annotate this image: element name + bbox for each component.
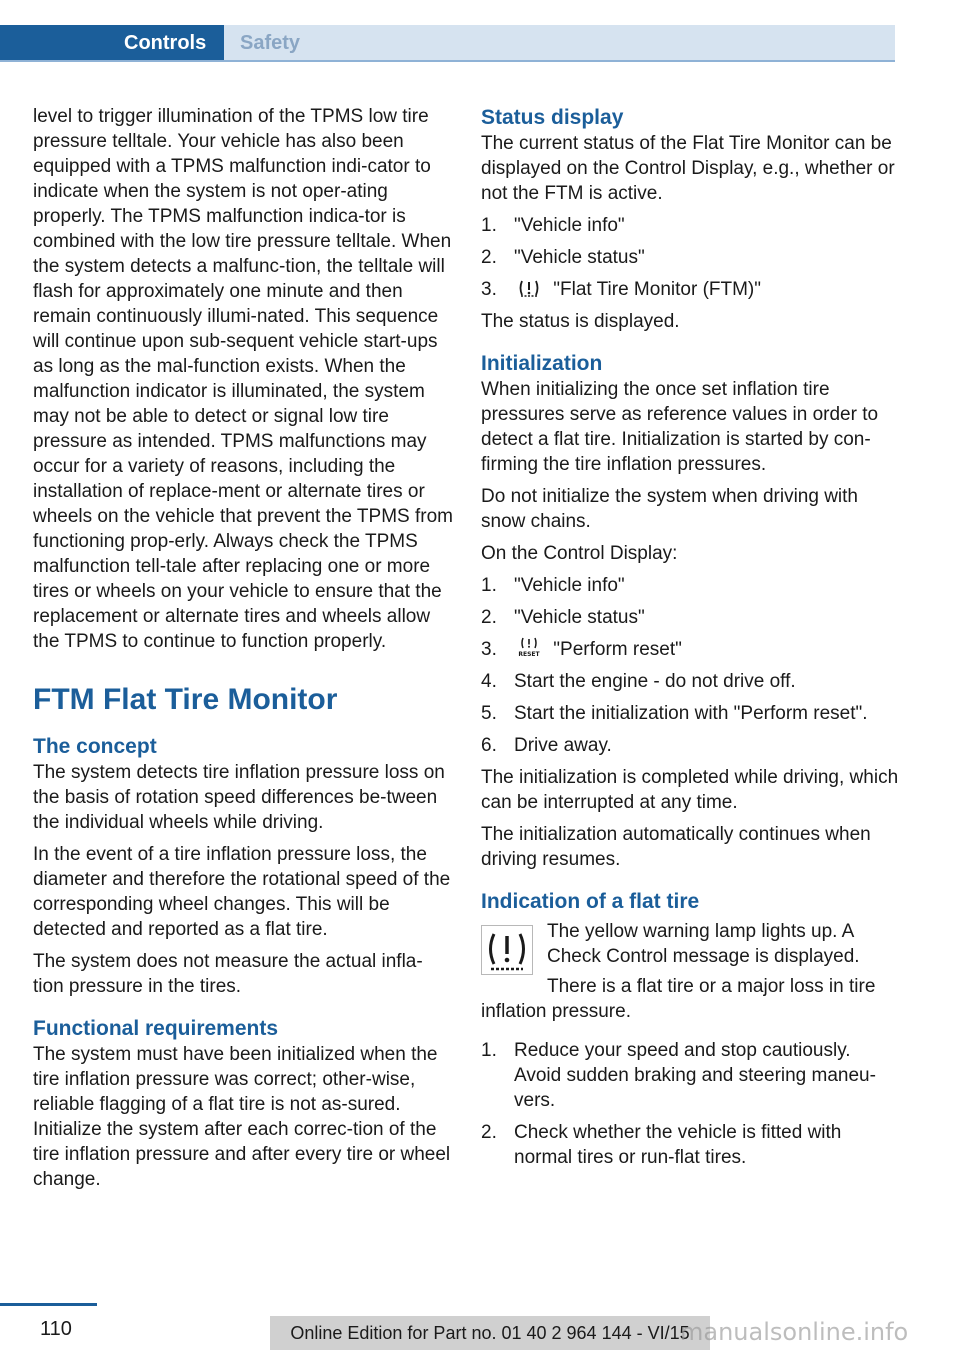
concept-paragraph-3: The system does not measure the actual infla‐tion pressure in the tires. (33, 951, 423, 997)
status-displayed-text: The status is displayed. (481, 311, 680, 332)
flat-tire-warning-lamp-icon (481, 925, 533, 975)
step-text: "Vehicle info" (514, 575, 625, 596)
list-item (481, 669, 899, 694)
step-number: 3. (481, 639, 497, 660)
flat-tire-paragraph-2: There is a flat tire or a major loss in tire inflation pressure. (481, 976, 876, 1022)
concept-paragraph-1: The system detects tire inflation pressure loss on the basis of rotation speed differences be‐tween the individual wheels while driving. (33, 762, 445, 833)
status-display-heading: Status display (481, 106, 624, 129)
tab-controls[interactable]: Controls (0, 25, 224, 61)
initialization-paragraph-2: Do not initialize the system when driving with snow chains. (481, 486, 859, 532)
step-text: "Perform reset" (553, 639, 682, 660)
status-display-paragraph: The current status of the Flat Tire Monitor can be displayed on the Control Display, e.g., whether or not the FTM is active. (481, 133, 895, 204)
step-number: 5. (481, 703, 497, 724)
initialization-steps-list (481, 573, 899, 758)
step-number: 6. (481, 735, 497, 756)
watermark: manualsonline.info (680, 1318, 909, 1346)
concept-paragraph-2: In the event of a tire inflation pressure loss, the diameter and therefore the rotational speed of the corresponding wheel changes. This will be detected and reported as a flat tire. (33, 844, 451, 940)
right-column (481, 104, 899, 1177)
initialization-paragraph-3: On the Control Display: (481, 543, 678, 564)
ftm-section-title: FTM Flat Tire Monitor (33, 683, 338, 716)
flat-tire-warning-block (481, 919, 899, 974)
flat-tire-heading: Indication of a flat tire (481, 890, 700, 913)
step-text: Start the initialization with "Perform reset". (514, 703, 868, 724)
step-text: "Vehicle status" (514, 607, 645, 628)
left-column (33, 104, 453, 1199)
step-text: Drive away. (514, 735, 612, 756)
list-item (481, 245, 899, 270)
tab-safety[interactable]: Safety (224, 25, 895, 61)
step-number: 1. (481, 575, 497, 596)
flat-tire-steps-list (481, 1038, 899, 1170)
step-number: 3. (481, 279, 497, 300)
step-number: 1. (481, 215, 497, 236)
header-divider (0, 60, 895, 62)
step-text: Start the engine - do not drive off. (514, 671, 796, 692)
footer-divider (0, 1303, 97, 1306)
tire-reset-icon (518, 637, 540, 655)
step-number: 1. (481, 1040, 497, 1061)
functional-requirements-heading: Functional requirements (33, 1017, 279, 1040)
initialization-paragraph-1: When initializing the once set inflation tire pressures serve as reference values in order to detect a flat tire. Initialization is started by con‐firming the tire inflation pressures. (481, 379, 879, 475)
initialization-paragraph-4: The initialization is completed while driving, which can be interrupted at any time. (481, 767, 899, 813)
tpms-intro-paragraph: level to trigger illumination of the TPMS low tire pressure telltale. Your vehicle has also been equipped with a TPMS malfunction indi‐cator to indicate when the system is not oper‐ating properly. The TPMS malfunction indica‐tor is combined with the low tire pressure telltale. When the system detects a malfunc‐tion, the telltale will flash for approximately one minute and then remain continuously illumi‐nated. This sequence will continue upon sub‐sequent vehicle start-ups as long as the mal‐function exists. When the malfunction indicator is illuminated, the system may not be able to detect or signal low tire pressure as intended. TPMS malfunctions may occur for a variety of reasons, including the installation of replace‐ment or alternate tires or wheels on the vehicle that prevent the TPMS from functioning prop‐erly. Always check the TPMS malfunction tell‐tale after replacing one or more tires or wheels on your vehicle to ensure that the replacement or alternate tires and wheels allow the TPMS to continue to function properly. (33, 106, 453, 652)
step-number: 2. (481, 247, 497, 268)
list-item (481, 1120, 899, 1170)
concept-heading: The concept (33, 735, 157, 758)
list-item (481, 213, 899, 238)
initialization-paragraph-5: The initialization automatically continues when driving resumes. (481, 824, 871, 870)
page-header (0, 0, 960, 62)
step-text: "Vehicle info" (514, 215, 625, 236)
tire-warning-icon (518, 279, 540, 297)
flat-tire-paragraph-1: The yellow warning lamp lights up. A Check Control message is displayed. (547, 921, 860, 967)
step-text: "Vehicle status" (514, 247, 645, 268)
step-number: 2. (481, 1122, 497, 1143)
step-text: "Flat Tire Monitor (FTM)" (553, 279, 762, 300)
list-item (481, 573, 899, 598)
status-steps-list (481, 213, 899, 302)
functional-requirements-paragraph: The system must have been initialized when the tire inflation pressure was correct; other‐wise, reliable flagging of a flat tire is not as‐sured. Initialize the system after each correc‐tion of the tire inflation pressure and after every tire or wheel change. (33, 1044, 451, 1190)
list-item (481, 637, 899, 662)
initialization-heading: Initialization (481, 352, 603, 375)
step-text: Reduce your speed and stop cautiously. Avoid sudden braking and steering maneu‐vers. (514, 1040, 876, 1111)
edition-bar: Online Edition for Part no. 01 40 2 964 144 - VI/15 (270, 1316, 710, 1350)
list-item (481, 605, 899, 630)
step-number: 4. (481, 671, 497, 692)
list-item (481, 277, 899, 302)
reset-icon-label: RESET (518, 651, 540, 657)
list-item (481, 1038, 899, 1113)
page-number: 110 (40, 1318, 72, 1340)
step-number: 2. (481, 607, 497, 628)
list-item (481, 701, 899, 726)
list-item (481, 733, 899, 758)
step-text: Check whether the vehicle is fitted with normal tires or run-flat tires. (514, 1122, 842, 1168)
